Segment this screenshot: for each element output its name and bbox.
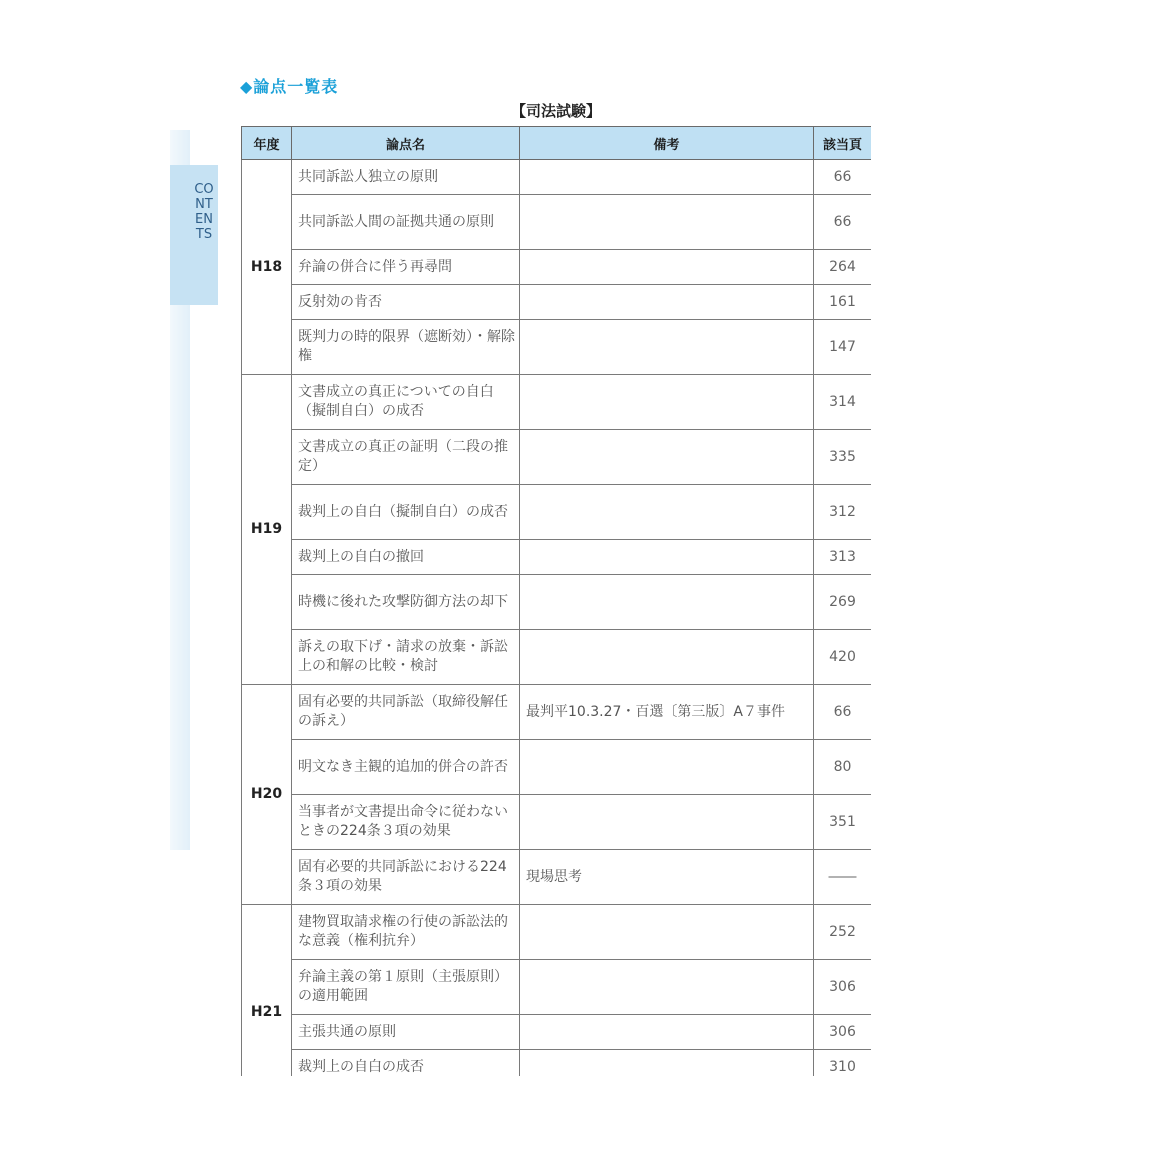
page-cell: 161 xyxy=(814,285,872,320)
topic-cell: 弁論主義の第１原則（主張原則）の適用範囲 xyxy=(292,960,520,1015)
topic-cell: 裁判上の自白の撤回 xyxy=(292,540,520,575)
topic-cell: 当事者が文書提出命令に従わないときの224条３項の効果 xyxy=(292,795,520,850)
year-cell: H20 xyxy=(242,685,292,905)
table-row xyxy=(242,905,872,960)
table-row xyxy=(242,285,872,320)
page-cell: 80 xyxy=(814,740,872,795)
table-row xyxy=(242,960,872,1015)
page-cell: 335 xyxy=(814,430,872,485)
year-cell: H19 xyxy=(242,375,292,685)
table-row xyxy=(242,1015,872,1050)
topic-cell: 文書成立の真正についての自白（擬制自白）の成否 xyxy=(292,375,520,430)
note-cell xyxy=(520,160,814,195)
topic-cell: 固有必要的共同訴訟における224条３項の効果 xyxy=(292,850,520,905)
note-cell xyxy=(520,285,814,320)
note-cell xyxy=(520,905,814,960)
page-cell: 269 xyxy=(814,575,872,630)
issues-table-container xyxy=(241,126,871,1076)
table-row xyxy=(242,250,872,285)
page-cell: 252 xyxy=(814,905,872,960)
page-cell: 66 xyxy=(814,195,872,250)
topic-cell: 共同訴訟人独立の原則 xyxy=(292,160,520,195)
table-header-row xyxy=(242,127,872,160)
section-title: ◆論点一覧表 xyxy=(240,77,339,96)
topic-cell: 共同訴訟人間の証拠共通の原則 xyxy=(292,195,520,250)
year-cell: H18 xyxy=(242,160,292,375)
page-cell: 420 xyxy=(814,630,872,685)
topic-cell: 裁判上の自白の成否 xyxy=(292,1050,520,1077)
note-cell xyxy=(520,430,814,485)
table-row xyxy=(242,540,872,575)
note-cell xyxy=(520,795,814,850)
page-cell: ―― xyxy=(814,850,872,905)
topic-cell: 時機に後れた攻撃防御方法の却下 xyxy=(292,575,520,630)
table-row xyxy=(242,740,872,795)
table-row xyxy=(242,575,872,630)
page-cell: 312 xyxy=(814,485,872,540)
page-cell: 310 xyxy=(814,1050,872,1077)
table-caption: 【司法試験】 xyxy=(510,102,601,120)
note-cell: 現場思考 xyxy=(520,850,814,905)
note-cell xyxy=(520,1015,814,1050)
page-cell: 66 xyxy=(814,685,872,740)
page-cell: 147 xyxy=(814,320,872,375)
note-cell: 最判平10.3.27・百選〔第三版〕A７事件 xyxy=(520,685,814,740)
note-cell xyxy=(520,960,814,1015)
page-cell: 351 xyxy=(814,795,872,850)
header-year: 年度 xyxy=(242,127,292,160)
topic-cell: 訴えの取下げ・請求の放棄・訴訟上の和解の比較・検討 xyxy=(292,630,520,685)
note-cell xyxy=(520,250,814,285)
page-cell: 66 xyxy=(814,160,872,195)
issues-table xyxy=(241,126,871,1076)
table-row xyxy=(242,850,872,905)
table-row xyxy=(242,630,872,685)
topic-cell: 明文なき主観的追加的併合の許否 xyxy=(292,740,520,795)
note-cell xyxy=(520,540,814,575)
topic-cell: 反射効の肯否 xyxy=(292,285,520,320)
table-row xyxy=(242,320,872,375)
table-row xyxy=(242,195,872,250)
topic-cell: 主張共通の原則 xyxy=(292,1015,520,1050)
page-cell: 264 xyxy=(814,250,872,285)
header-page: 該当頁 xyxy=(814,127,872,160)
table-row xyxy=(242,430,872,485)
topic-cell: 文書成立の真正の証明（二段の推定） xyxy=(292,430,520,485)
note-cell xyxy=(520,485,814,540)
note-cell xyxy=(520,1050,814,1077)
header-note: 備考 xyxy=(520,127,814,160)
note-cell xyxy=(520,320,814,375)
table-row xyxy=(242,1050,872,1077)
page-cell: 306 xyxy=(814,960,872,1015)
header-topic: 論点名 xyxy=(292,127,520,160)
note-cell xyxy=(520,630,814,685)
table-row xyxy=(242,685,872,740)
table-row xyxy=(242,795,872,850)
contents-tab-label: CONTENTS xyxy=(194,182,214,242)
table-row xyxy=(242,375,872,430)
year-cell: H21 xyxy=(242,905,292,1077)
page-cell: 314 xyxy=(814,375,872,430)
page-cell: 306 xyxy=(814,1015,872,1050)
topic-cell: 既判力の時的限界（遮断効）・解除権 xyxy=(292,320,520,375)
table-row xyxy=(242,160,872,195)
note-cell xyxy=(520,375,814,430)
topic-cell: 固有必要的共同訴訟（取締役解任の訴え） xyxy=(292,685,520,740)
topic-cell: 建物買取請求権の行使の訴訟法的な意義（権利抗弁） xyxy=(292,905,520,960)
note-cell xyxy=(520,575,814,630)
topic-cell: 弁論の併合に伴う再尋問 xyxy=(292,250,520,285)
note-cell xyxy=(520,740,814,795)
page-cell: 313 xyxy=(814,540,872,575)
note-cell xyxy=(520,195,814,250)
table-row xyxy=(242,485,872,540)
topic-cell: 裁判上の自白（擬制自白）の成否 xyxy=(292,485,520,540)
